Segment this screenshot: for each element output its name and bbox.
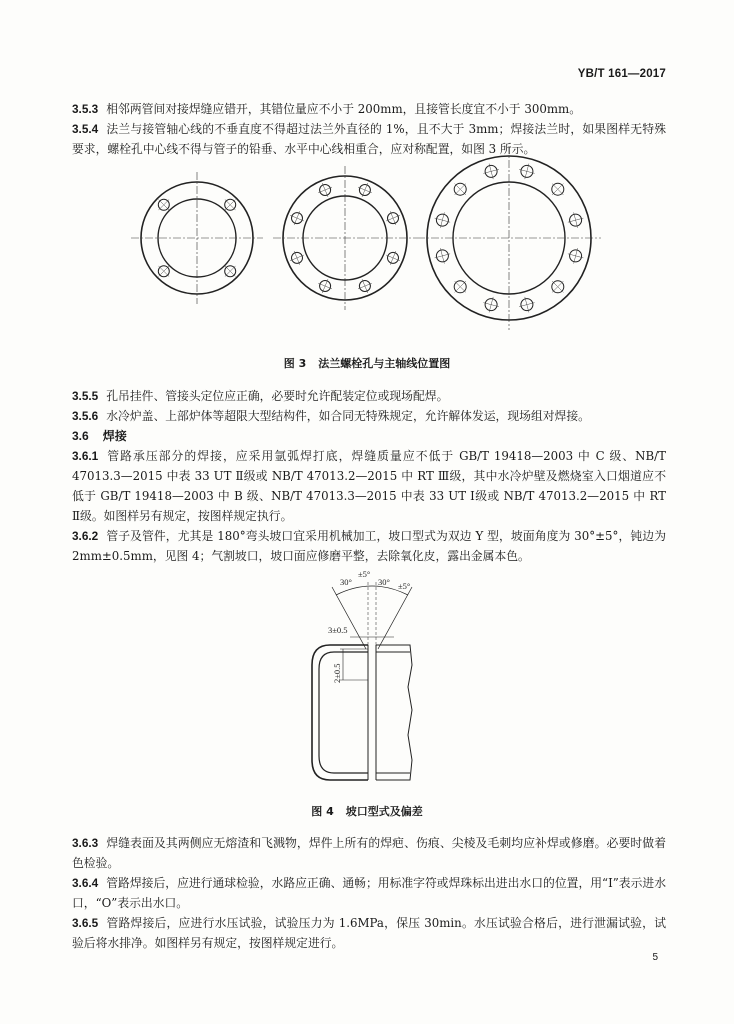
page-number: 5 xyxy=(652,952,658,963)
bevel-line-left xyxy=(332,587,366,649)
tolerance-label-left: ±5° xyxy=(358,569,371,579)
figure-4-caption xyxy=(0,803,734,819)
gap-label: 3±0.5 xyxy=(328,625,348,635)
clause-number: 3.6.5 xyxy=(72,916,99,930)
right-pipe xyxy=(376,645,412,780)
clause-text: 法兰与接管轴心线的不垂直度不得超过法兰外直径的 1%，且不大于 3mm；焊接法兰时，如果图样无特殊要求，螺栓孔中心线不得与管子的铅垂、水平中心线相重合，应对称配置，如图 3 所示。 xyxy=(72,122,666,156)
clause-number: 3.5.4 xyxy=(72,122,99,136)
clause-text: 管路承压部分的焊接，应采用氩弧焊打底，焊缝质量应不低于 GB/T 19418—2003 中 C 级、NB/T 47013.3—2015 中表 33 UT Ⅱ级或 NB/T 47013.2—2015 中 RT Ⅲ级，其中水冷炉壁及燃烧室入口烟道应不低于 GB/T 19418—2003 中 B 级、NB/T 47013.3—2015 中表 33 UT Ⅰ级或 NB/T 47013.2—2015 中 RT Ⅱ级。如图样另有规定，按图样规定执行。 xyxy=(72,449,666,523)
figure-title: 坡口型式及偏差 xyxy=(345,805,423,818)
figure-4-bevel-diagram xyxy=(0,565,734,795)
clause-3-5-5 xyxy=(72,386,666,406)
clause-3-6-4 xyxy=(72,873,666,913)
clause-3-5-6 xyxy=(72,406,666,426)
figure-title: 法兰螺栓孔与主轴线位置图 xyxy=(318,357,451,370)
angle-label-left: 30° xyxy=(340,577,352,587)
clause-text: 焊缝表面及其两侧应无熔渣和飞溅物，焊件上所有的焊疤、伤痕、尖棱及毛刺均应补焊或修磨。必要时做着色检验。 xyxy=(72,836,666,870)
tolerance-label-right: ±5° xyxy=(398,581,411,591)
angle-label-right: 30° xyxy=(378,577,390,587)
standard-number: YB/T 161—2017 xyxy=(577,68,666,80)
clause-number: 3.6.3 xyxy=(72,836,99,850)
clause-3-6-5 xyxy=(72,913,666,953)
clause-number: 3.6.4 xyxy=(72,876,99,890)
clause-number: 3.5.5 xyxy=(72,389,99,403)
clause-text: 管路焊接后，应进行水压试验，试验压力为 1.6MPa，保压 30min。水压试验合格后，进行泄漏试验，试验后将水排净。如图样另有规定，按图样规定进行。 xyxy=(72,916,666,950)
figure-number: 图 4 xyxy=(311,805,334,818)
clause-number: 3.5.3 xyxy=(72,102,99,116)
left-pipe-inner xyxy=(319,652,368,773)
bevel-line-right xyxy=(378,587,412,649)
clause-number: 3.5.6 xyxy=(72,409,99,423)
clause-number: 3.6.2 xyxy=(72,529,99,543)
figure-3-caption xyxy=(0,355,734,371)
clause-text: 管路焊接后，应进行通球检验，水路应正确、通畅；用标准字符或焊珠标出进出水口的位置，用“I”表示进水口，“O”表示出水口。 xyxy=(72,876,666,910)
clause-3-5-3 xyxy=(72,99,666,119)
section-heading-3-6 xyxy=(72,427,127,444)
clause-3-6-2 xyxy=(72,526,666,566)
figure-number: 图 3 xyxy=(283,357,307,370)
clause-text: 相邻两管间对接焊缝应错开，其错位量应不小于 200mm，且接管长度宜不小于 300mm。 xyxy=(106,102,582,116)
section-title: 焊接 xyxy=(102,429,127,443)
clause-text: 水冷炉盖、上部炉体等超限大型结构件，如合同无特殊规定，允许解体发运，现场组对焊接。 xyxy=(106,409,590,423)
land-label: 2±0.5 xyxy=(332,663,342,683)
clause-3-6-3 xyxy=(72,833,666,873)
clause-number: 3.6.1 xyxy=(72,449,99,463)
clause-text: 孔吊挂件、管接头定位应正确，必要时允许配装定位或现场配焊。 xyxy=(106,389,449,403)
clause-text: 管子及管件，尤其是 180°弯头坡口宜采用机械加工，坡口型式为双边 Y 型，坡面角度为 30°±5°，钝边为 2mm±0.5mm，见图 4；气割坡口，坡口面应修磨平整，去除氧化皮，露出金属本色。 xyxy=(72,529,666,563)
flange-drawings xyxy=(131,146,601,330)
clause-3-5-4 xyxy=(72,119,666,159)
clause-3-6-1 xyxy=(72,446,666,526)
section-number: 3.6 xyxy=(72,429,89,443)
figure-3-flange-diagram xyxy=(0,160,734,360)
